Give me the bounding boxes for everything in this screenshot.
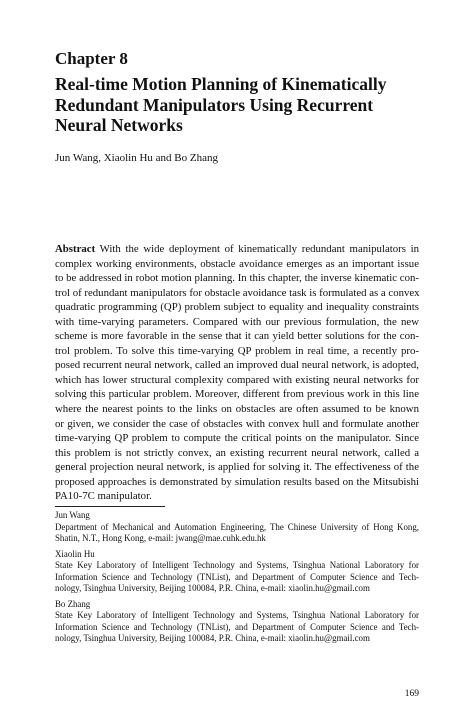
abstract-line: which has lower structural complexity compared with existing neural networks for — [55, 373, 419, 386]
affiliation-author-name: Bo Zhang — [55, 598, 91, 609]
abstract-line: complex working environments, obstacle avoidance emerges as an important issue — [55, 257, 419, 270]
abstract-text: With the wide deployment of kinematically redundant manipulators in — [95, 243, 419, 255]
abstract-line: scheme is more favorable in the sense that it can yield better solutions for the con- — [55, 330, 419, 343]
abstract-line: where the nearest points to the links on obstacles are often assumed to be known — [55, 403, 419, 416]
abstract-line: or given, we consider the case of obstacles with convex hull and formulate another — [55, 417, 419, 430]
affiliation-bo-zhang — [55, 599, 419, 645]
affiliation-author-name: Jun Wang — [55, 510, 90, 520]
chapter-label: Chapter 8 — [55, 49, 128, 68]
affiliation-line: State Key Laboratory of Intelligent Technology and Systems, Tsinghua National Laboratory for — [55, 610, 419, 620]
abstract-label: Abstract — [55, 243, 96, 255]
page-number: 169 — [404, 689, 419, 699]
affiliation-line: Information Science and Technology (TNList), and Department of Computer Science and Tech- — [55, 621, 419, 632]
affiliation-line: Information Science and Technology (TNList), and Department of Computer Science and Tech- — [55, 571, 419, 582]
affiliation-line: State Key Laboratory of Intelligent Technology and Systems, Tsinghua National Laboratory for — [55, 560, 419, 570]
authors-line: Jun Wang, Xiaolin Hu and Bo Zhang — [55, 152, 218, 164]
footnote-divider — [55, 506, 165, 507]
affiliation-author-name: Xiaolin Hu — [55, 548, 95, 559]
affiliation-xiaolin-hu — [55, 549, 419, 595]
abstract-line: proposed approaches is demonstrated by simulation results based on the Mitsubishi — [55, 475, 419, 488]
abstract-line: with time-varying parameters. Compared with our previous formulation, the new — [55, 315, 419, 328]
abstract — [55, 242, 419, 504]
abstract-line: to be addressed in robot motion planning. In this chapter, the inverse kinematic con- — [55, 272, 419, 285]
abstract-line: this problem is not strictly convex, an existing recurrent neural network, called a — [55, 446, 419, 459]
affiliation-line: Department of Mechanical and Automation Engineering, The Chinese University of Hong Kong, — [55, 521, 419, 532]
abstract-line: general projection neural network, is applied for solving it. The effectiveness of the — [55, 461, 419, 474]
chapter-title — [55, 74, 435, 136]
abstract-line: posed recurrent neural network, called an improved dual neural network, is adopted, — [55, 359, 419, 372]
abstract-line: trol problem. To solve this time-varying QP problem in real time, a recently pro- — [55, 344, 419, 357]
affiliation-line: nology, Tsinghua University, Beijing 100084, P.R. China, e-mail: xiaolin.hu@gmail.com — [55, 633, 370, 643]
chapter-title-line: Redundant Manipulators Using Recurrent — [55, 94, 374, 115]
abstract-line: time-varying QP problem to compute the critical points on the manipulator. Since — [55, 432, 419, 445]
chapter-title-line: Neural Networks — [55, 115, 183, 135]
affiliation-line: nology, Tsinghua University, Beijing 100084, P.R. China, e-mail: xiaolin.hu@gmail.com — [55, 583, 370, 593]
affiliation-line: Shatin, N.T., Hong Kong, e-mail: jwang@mae.cuhk.edu.hk — [55, 533, 266, 543]
chapter-title-line: Real-time Motion Planning of Kinematically — [55, 74, 387, 94]
abstract-line: solving this particular problem. Moreover, different from previous work in this line — [55, 388, 419, 401]
abstract-line: PA10-7C manipulator. — [55, 490, 152, 503]
author-affiliations — [55, 510, 419, 649]
abstract-line: quadratic programming (QP) problem subject to equality and inequality constraints — [55, 301, 419, 314]
affiliation-jun-wang — [55, 510, 419, 545]
abstract-line-first — [55, 242, 419, 257]
abstract-line: trol of redundant manipulators for obstacle avoidance task is formulated as a convex — [55, 286, 420, 299]
